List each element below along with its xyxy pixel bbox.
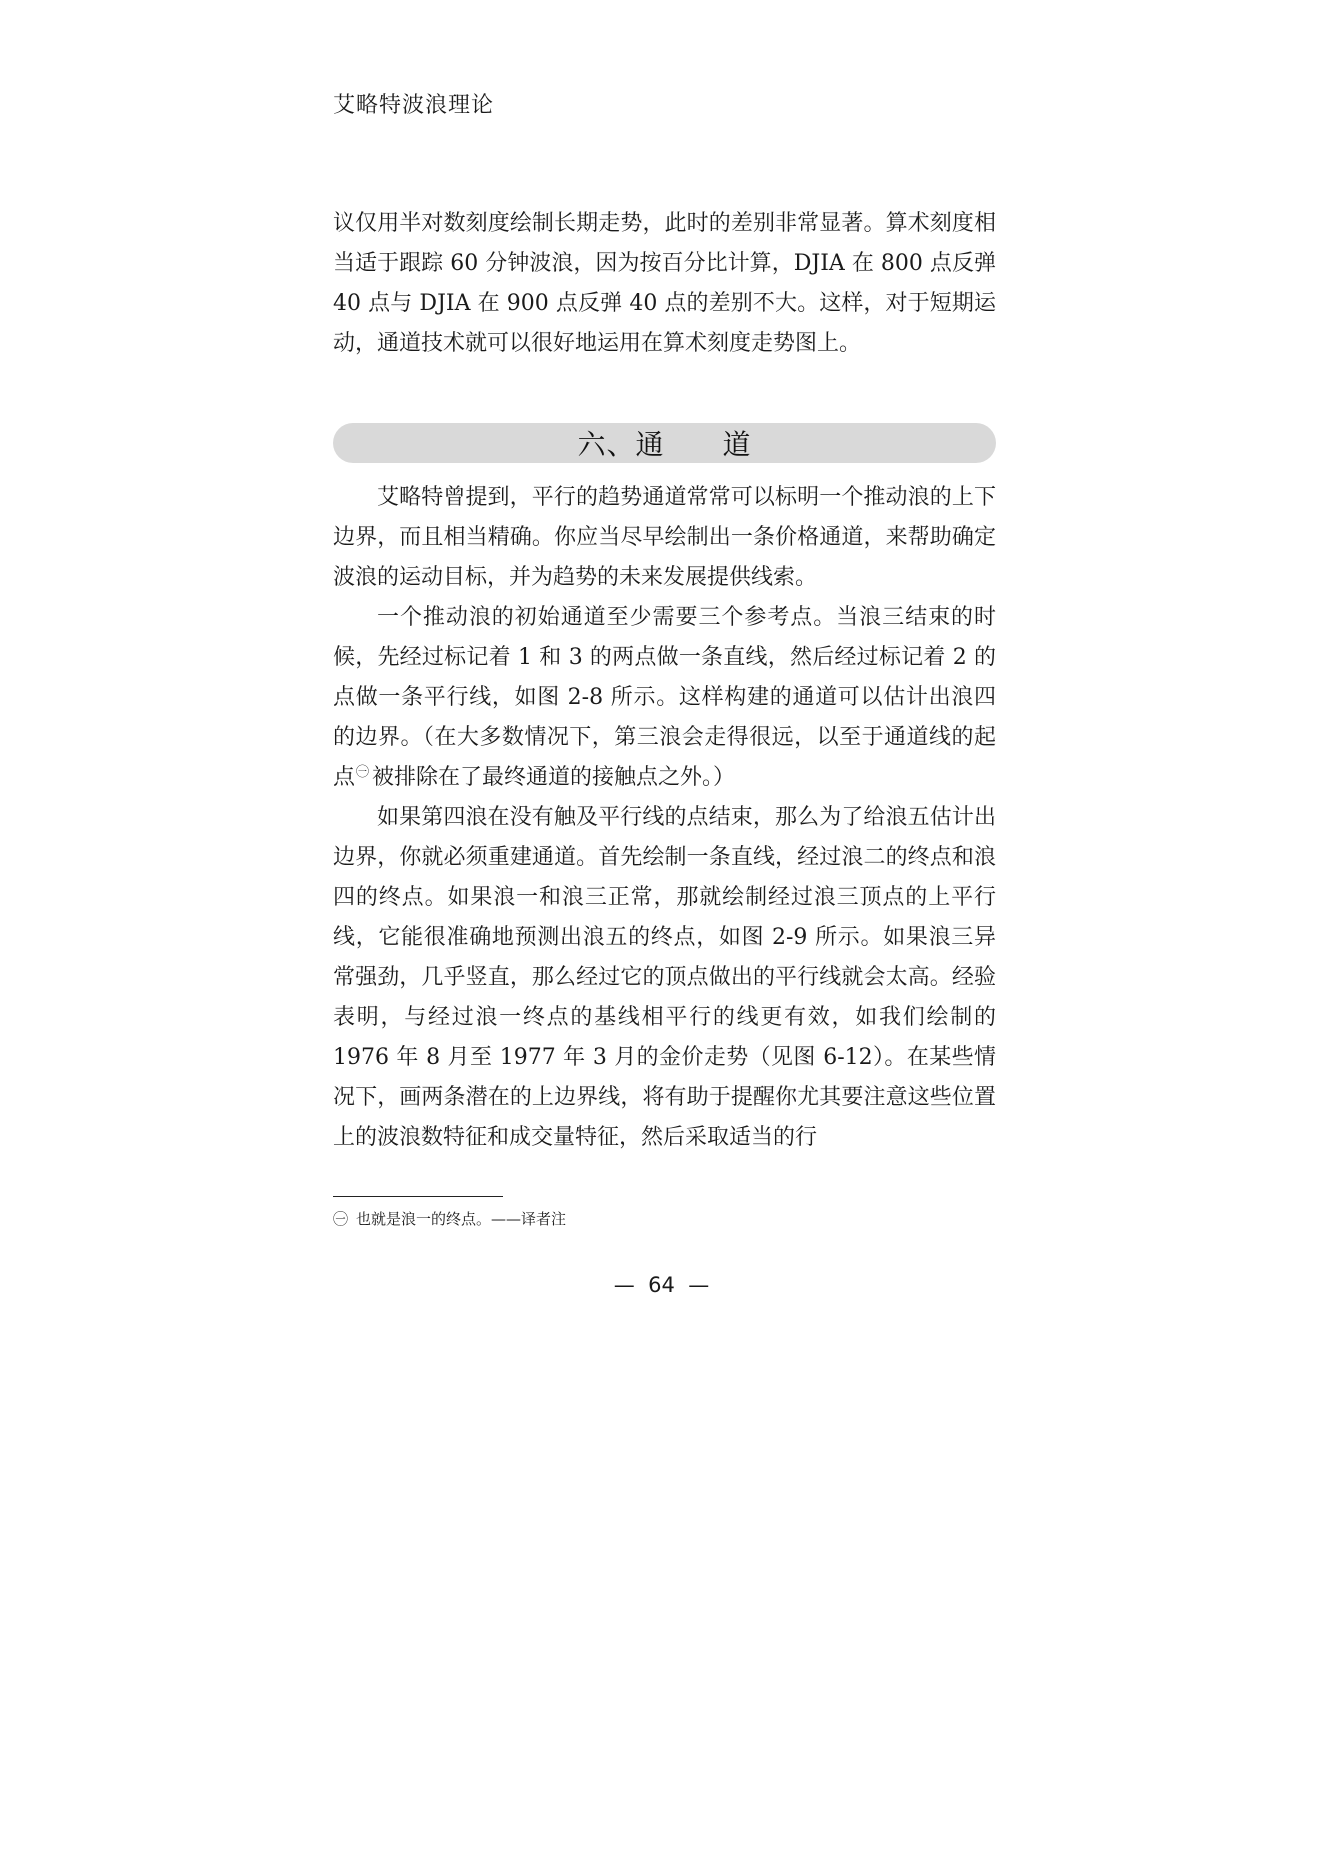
paragraph-2-text-a: 一个推动浪的初始通道至少需要三个参考点。当浪三结束的时候，先经过标记着 1 和 3 的两点做一条直线，然后经过标记着 2 的点做一条平行线，如图 2-8 所示。这样构建的通道可以估计出浪四的边界。（在大多数情况下，第三浪会走得很远，以至于通道线的起点 (333, 605, 996, 790)
paragraph-2 (333, 598, 996, 798)
footnote-marker: ㊀ (333, 1210, 349, 1228)
paragraph-2-text-b: 被排除在了最终通道的接触点之外。） (372, 765, 736, 790)
paragraph-1: 艾略特曾提到，平行的趋势通道常常可以标明一个推动浪的上下边界，而且相当精确。你应当尽早绘制出一条价格通道，来帮助确定波浪的运动目标，并为趋势的未来发展提供线索。 (333, 485, 996, 590)
footnote-reference[interactable]: ㊀ (356, 764, 370, 780)
section-heading-bar (333, 423, 996, 463)
footnote-divider (333, 1196, 503, 1197)
continued-paragraph (333, 204, 996, 364)
page-number: — 64 — (613, 1273, 710, 1297)
running-head: 艾略特波浪理论 (333, 93, 495, 118)
section-title: 六、通 道 (577, 428, 752, 461)
footnote-text: 也就是浪一的终点。——译者注 (356, 1210, 567, 1228)
body-text (333, 478, 996, 1158)
paragraph-text: 议仅用半对数刻度绘制长期走势，此时的差别非常显著。算术刻度相当适于跟踪 60 分钟波浪，因为按百分比计算，DJIA 在 800 点反弹 40 点与 DJIA 在 900 点反弹 40 点的差别不大。这样，对于短期运动，通道技术就可以很好地运用在算术刻度走势图上。 (333, 211, 996, 356)
footnote (333, 1208, 566, 1230)
paragraph-3: 如果第四浪在没有触及平行线的点结束，那么为了给浪五估计出边界，你就必须重建通道。首先绘制一条直线，经过浪二的终点和浪四的终点。如果浪一和浪三正常，那就绘制经过浪三顶点的上平行线，它能很准确地预测出浪五的终点，如图 2-9 所示。如果浪三异常强劲，几乎竖直，那么经过它的顶点做出的平行线就会太高。经验表明，与经过浪一终点的基线相平行的线更有效，如我们绘制的 1976 年 8 月至 1977 年 3 月的金价走势（见图 6-12）。在某些情况下，画两条潜在的上边界线，将有助于提醒你尤其要注意这些位置上的波浪数特征和成交量特征，然后采取适当的行 (333, 805, 996, 1150)
